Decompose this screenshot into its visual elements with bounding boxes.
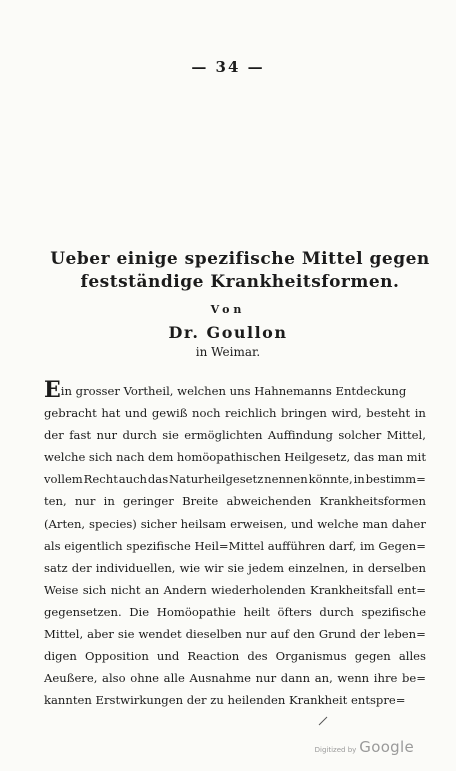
text-line: digen Opposition und Reaction des Organismus gegen alles	[44, 649, 426, 664]
text-line: als eigentlich spezifische Heil=Mittel aufführen darf, im Gegen=	[44, 538, 426, 553]
text-line: Aeußere, also ohne alle Ausnahme nur dann an, wenn ihre be=	[44, 671, 426, 686]
body-paragraph	[44, 377, 426, 711]
byline-von: Von	[210, 303, 246, 316]
page-number: — 34 —	[191, 58, 265, 76]
text-line: welche sich nach dem homöopathischen Heilgesetz, das man mit	[44, 450, 426, 465]
text-line: gebracht hat und gewiß noch reichlich bringen wird, besteht in	[44, 406, 426, 421]
text-line: satz der individuellen, wie wir sie jedem einzelnen, in derselben	[44, 560, 426, 575]
author-place: in Weimar.	[195, 345, 261, 359]
text-line: Mittel, aber sie wendet dieselben nur auf den Grund der leben=	[44, 627, 426, 642]
watermark-prefix: Digitized by	[314, 746, 357, 754]
text-line: (Arten, species) sicher heilsam erweisen, und welche man daher	[44, 516, 426, 531]
text-line: ten, nur in geringer Breite abweichenden Krankheitsformen	[44, 494, 426, 509]
text-line: der fast nur durch sie ermöglichten Auffindung solcher Mittel,	[44, 428, 426, 443]
text-line: gegensetzen. Die Homöopathie heilt öfters durch spezifische	[44, 604, 426, 619]
stray-pen-mark	[317, 715, 329, 727]
text-line: Weise sich nicht an Andern wiederholenden Krankheitsfall ent=	[44, 582, 426, 597]
chapter-title-line-2: festständige Krankheitsformen.	[80, 272, 400, 292]
text-line: Ein grosser Vortheil, welchen uns Hahnemanns Entdeckung	[44, 377, 407, 403]
text-line: kannten Erstwirkungen der zu heilenden Krankheit entspre=	[44, 693, 406, 708]
chapter-title-line-1: Ueber einige spezifische Mittel gegen	[50, 249, 430, 269]
text-line: vollem Recht auch das Naturheilgesetz nennen könnte, in bestimm=	[44, 472, 426, 487]
digitization-watermark	[315, 738, 414, 756]
author-name: Dr. Goullon	[168, 323, 288, 342]
google-logo: Google	[359, 738, 414, 756]
drop-initial: E	[44, 377, 61, 403]
